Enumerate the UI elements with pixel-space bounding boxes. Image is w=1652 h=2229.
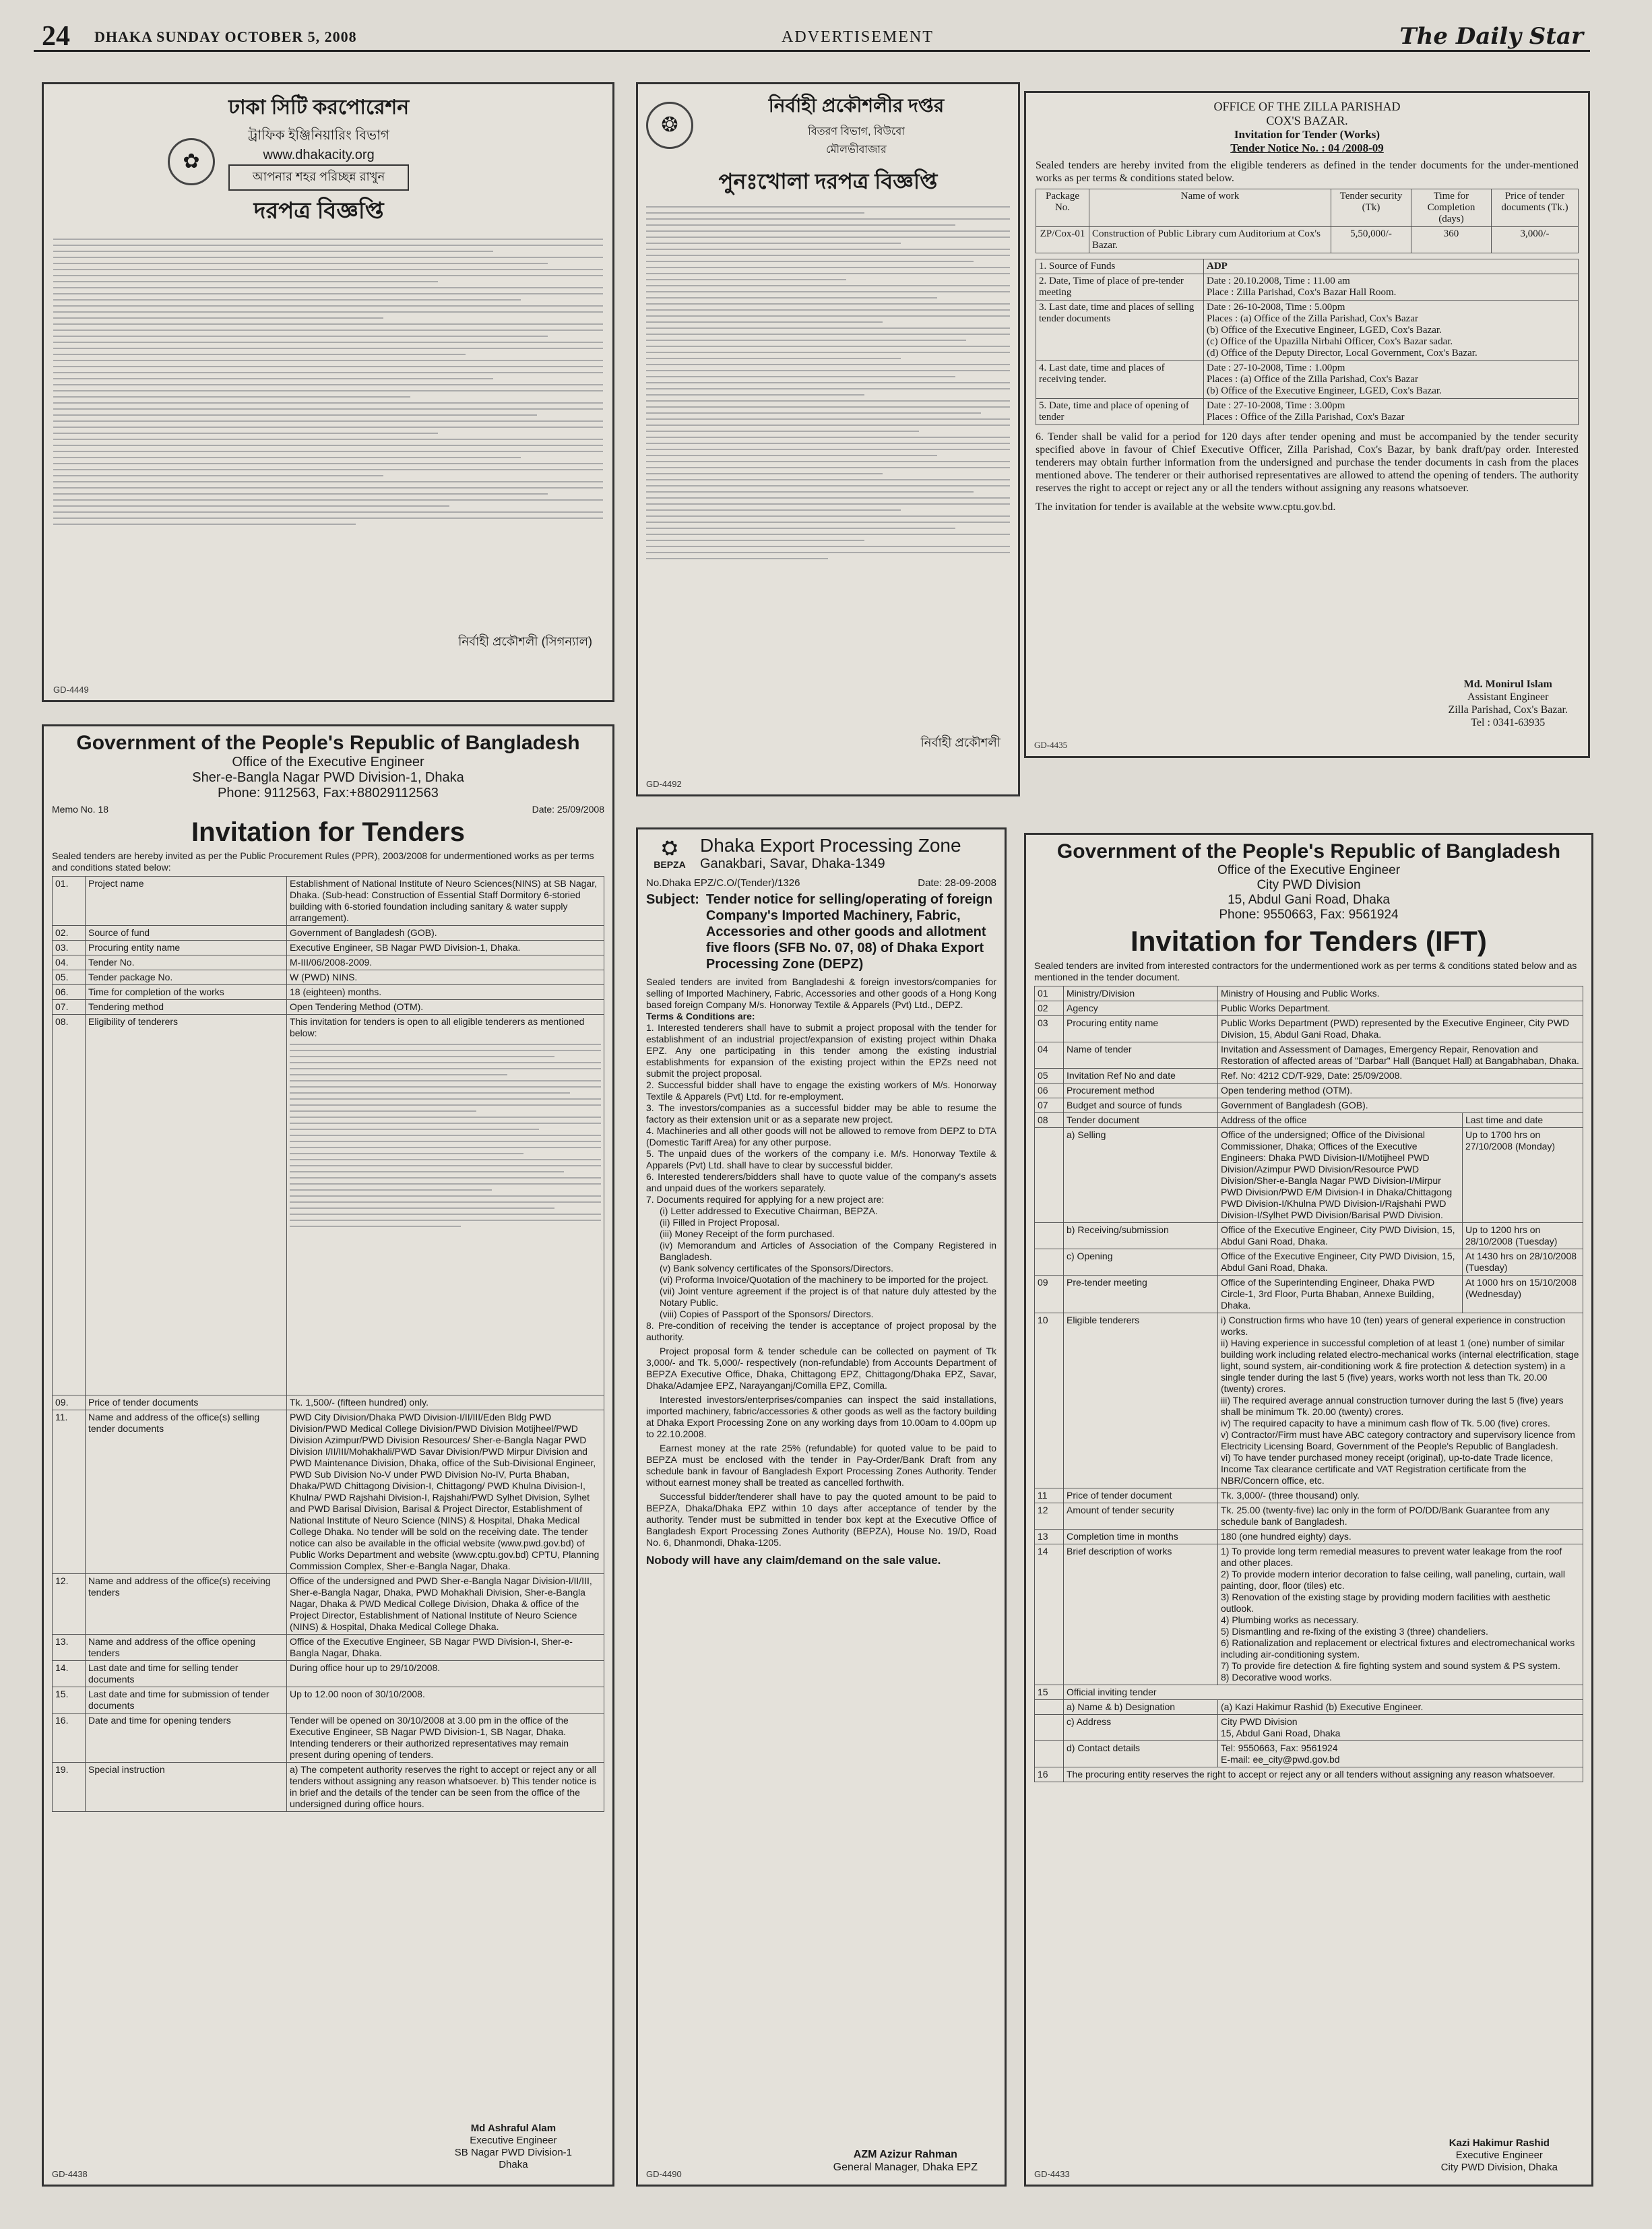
zp-invitation: Invitation for Tender (Works) bbox=[1234, 128, 1380, 141]
page-number: 24 bbox=[42, 21, 70, 52]
pwd1-row-key: Time for completion of the works bbox=[86, 985, 287, 1000]
zp-term-value: Date : 20.10.2008, Time : 11.00 am Place : Zilla Parishad, Cox's Bazar Hall Room. bbox=[1204, 274, 1579, 301]
zp-td-name: Construction of Public Library cum Auditorium at Cox's Bazar. bbox=[1089, 227, 1331, 253]
office-emblem-icon: ❂ bbox=[646, 102, 693, 149]
zp-website: The invitation for tender is available at the website www.cptu.gov.bd. bbox=[1036, 501, 1336, 513]
pwd1-row-no: 14. bbox=[53, 1661, 86, 1687]
pwd1-intro: Sealed tenders are hereby invited as per the Public Procurement Rules (PPR), 2003/2008 for undermentioned works as per terms and conditions stated below: bbox=[52, 850, 594, 873]
dcc-body-text bbox=[53, 239, 603, 525]
bepza-signer bbox=[833, 2148, 978, 2174]
pwd2-row-key: Completion time in months bbox=[1064, 1530, 1218, 1544]
issue-date: DHAKA SUNDAY OCTOBER 5, 2008 bbox=[94, 28, 357, 45]
pwd2-row-no: 14 bbox=[1035, 1544, 1064, 1685]
pwd2-eligible-item: i) Construction firms who have 10 (ten) years of general experience in construction works. bbox=[1221, 1315, 1566, 1337]
zp-signer bbox=[1448, 678, 1568, 729]
pwd2-row-key: Procurement method bbox=[1064, 1084, 1218, 1098]
bepza-terms-title: Terms & Conditions are: bbox=[646, 1011, 755, 1022]
bepza-term: 7. Documents required for applying for a new project are: bbox=[646, 1194, 885, 1205]
pwd1-row-key: Tendering method bbox=[86, 1000, 287, 1015]
zp-th-price: Price of tender documents (Tk.) bbox=[1492, 189, 1579, 227]
bepza-term: 5. The unpaid dues of the workers of the company i.e. M/s. Honorway Textile & Apparels (Pvt) Ltd. shall have to clear by successful bidder. bbox=[646, 1148, 996, 1170]
pwd2-eligible-item: ii) Having experience in successful completion of at least 1 (one) number of similar building work including related electro-mechanical works (internal electrification, stage light, sound system, air-conditioning work & fire protection & detection system) in a single tender during the last 5 (five) years, works worth not less than Tk. 20.00 (twenty) crores. bbox=[1221, 1338, 1579, 1394]
zp-th-completion: Time for Completion (days) bbox=[1411, 189, 1492, 227]
pwd2-brief-item: 2) To provide modern interior decoration to false ceiling, wall paneling, curtain, wall painting, door, floor (tiles) etc. bbox=[1221, 1569, 1566, 1591]
pwd1-row-no: 15. bbox=[53, 1687, 86, 1714]
pwd2-signer-division: City PWD Division, Dhaka bbox=[1440, 2162, 1558, 2173]
pwd1-signer-division: SB Nagar PWD Division-1 bbox=[454, 2147, 572, 2158]
zp-signer-name: Md. Monirul Islam bbox=[1463, 679, 1552, 690]
rhd-sub1: বিতরণ বিভাগ, বিউবো bbox=[808, 126, 905, 137]
pwd2-row-key: Brief description of works bbox=[1064, 1544, 1218, 1685]
zp-term-key: 2. Date, Time of place of pre-tender meeting bbox=[1036, 274, 1204, 301]
pwd2-code: GD-4433 bbox=[1034, 2169, 1070, 2179]
bepza-term: 8. Pre-condition of receiving the tender is acceptance of project proposal by the authority. bbox=[646, 1320, 996, 1342]
pwd1-phone: Phone: 9112563, Fax:+88029112563 bbox=[218, 786, 439, 800]
zp-place: COX'S BAZAR. bbox=[1266, 114, 1348, 127]
pwd2-doc-time: Up to 1700 hrs on 27/10/2008 (Monday) bbox=[1463, 1128, 1583, 1223]
pwd2-row-key: Agency bbox=[1064, 1001, 1218, 1016]
pwd2-doc-value: Office of the undersigned; Office of the Divisional Commissioner, Dhaka; Offices of the Executive Engineers: Dhaka PWD Division-II/Motijheel PWD Division/Azimpur PWD Division/Resource PWD Division/Sher-e-Bangla Nagar PWD Division-I/Mirpur PWD Division/PWD E/M Division-I in Dhaka/Chittagong PWD Division-I/Khulna PWD Division-I/Rajshahi PWD Division-I/Sylhet PWD Division/Barisal PWD Division. bbox=[1218, 1128, 1463, 1223]
pwd2-row-value: Tk. 25.00 (twenty-five) lac only in the form of PO/DD/Bank Guarantee from any schedule bank of Bangladesh. bbox=[1218, 1503, 1583, 1530]
pwd2-row-no: 03 bbox=[1035, 1016, 1064, 1042]
dcc-slogan: আপনার শহর পরিচ্ছন্ন রাখুন bbox=[228, 164, 409, 191]
rhd-code: GD-4492 bbox=[646, 779, 682, 789]
bepza-addr: Ganakbari, Savar, Dhaka-1349 bbox=[700, 856, 885, 871]
pwd1-row-value: W (PWD) NINS. bbox=[287, 970, 604, 985]
pwd1-row-key: Name and address of the office opening tenders bbox=[86, 1635, 287, 1661]
pwd2-row-time: At 1000 hrs on 15/10/2008 (Wednesday) bbox=[1463, 1276, 1583, 1313]
pwd2-official-value: City PWD Division 15, Abdul Gani Road, Dhaka bbox=[1218, 1715, 1583, 1741]
pwd2-doc-value: Office of the Executive Engineer, City PWD Division, 15, Abdul Gani Road, Dhaka. bbox=[1218, 1223, 1463, 1249]
pwd2-doc-key: a) Selling bbox=[1064, 1128, 1218, 1223]
pwd2-row-value: Office of the Superintending Engineer, Dhaka PWD Circle-1, 3rd Floor, Purta Bhaban, Annexe Building, Dhaka. bbox=[1218, 1276, 1463, 1313]
pwd2-intro: Sealed tenders are invited from interested contractors for the undermentioned work as per terms & conditions stated below and as mentioned in the tender document. bbox=[1034, 960, 1577, 982]
pwd2-row-no: 02 bbox=[1035, 1001, 1064, 1016]
pwd2-gov: Government of the People's Republic of Bangladesh bbox=[1056, 840, 1561, 862]
pwd1-row-value: Office of the undersigned and PWD Sher-e-Bangla Nagar Division-I/II/III, Sher-e-Bangla Nagar, Dhaka, PWD Mohakhali Division, Sher-e-Bangla Nagar, Dhaka & PWD Medical College Division, Dhaka & office of the Project Director, Establishment of National Institute of Neuro Science (NINS) & Hospital, Dhaka Medical College Dhaka. bbox=[287, 1574, 604, 1635]
zp-th-name: Name of work bbox=[1089, 189, 1331, 227]
bepza-para: Successful bidder/tenderer shall have to pay the quoted amount to be paid to BEPZA, Dhaka/Dhaka EPZ within 10 days after acceptance of tender by the authority. Tender must be submitted in tender box kept at the Executive Office of Bangladesh Export Processing Zones Authority (BEPZA), House No. 19/D, Road No. 6, Dhanmondi, Dhaka-1205. bbox=[646, 1491, 996, 1548]
pwd1-row-no: 03. bbox=[53, 941, 86, 955]
bepza-logo-text: BEPZA bbox=[654, 859, 686, 870]
pwd1-row-key: Eligibility of tenderers bbox=[86, 1015, 287, 1395]
dcc-emblem-icon: ✿ bbox=[168, 138, 215, 185]
bepza-subject: Tender notice for selling/operating of foreign Company's Imported Machinery, Fabric, Accessories and other goods and allotment five floors (SFB No. 07, 08) of Dhaka Export Processing Zone (DEPZ) bbox=[705, 892, 993, 972]
zp-td-package: ZP/Cox-01 bbox=[1036, 227, 1089, 253]
pwd2-row-value: Ref. No: 4212 CD/T-929, Date: 25/09/2008. bbox=[1218, 1069, 1583, 1084]
masthead bbox=[34, 20, 1590, 52]
zp-term-value: Date : 27-10-2008, Time : 3.00pm Places : Office of the Zilla Parishad, Cox's Bazar bbox=[1204, 399, 1579, 425]
pwd2-row-no: 06 bbox=[1035, 1084, 1064, 1098]
pwd2-row-key: Pre-tender meeting bbox=[1064, 1276, 1218, 1313]
bepza-subject-label: Subject: bbox=[646, 892, 699, 907]
pwd2-row-time: Last time and date bbox=[1463, 1113, 1583, 1128]
pwd1-row-no: 13. bbox=[53, 1635, 86, 1661]
pwd1-row-no: 09. bbox=[53, 1395, 86, 1410]
pwd1-row-no: 08. bbox=[53, 1015, 86, 1395]
pwd1-row-key: Source of fund bbox=[86, 926, 287, 941]
zp-terms-table bbox=[1036, 259, 1579, 425]
pwd2-clause16: The procuring entity reserves the right to accept or reject any or all tenders without assigning any reason whatsoever. bbox=[1064, 1767, 1583, 1782]
pwd1-row-value: PWD City Division/Dhaka PWD Division-I/II/III/Eden Bldg PWD Division/PWD Medical College Division/PWD Division Motijheel/PWD Division Azimpur/PWD Division Resources/ Sher-e-Bangla Nagar PWD Division I/II/III/Mohakhali/PWD Savar Division/PWD Mirpur Division and PWD Maintenance Division, Dhaka, office of the Sub-Divisional Engineer, PWD Sub Division No-V under PWD Division No-IV, Purta Bhaban, Dhaka/PWD Chittagong Division-I, Chittagong/ PWD Khulna Division-I, Khulna/ PWD Rajshahi Division-I, Rajshahi/PWD Sylhet Division, Sylhet and PWD Barisal Division, Barisal & Project Director, Establishment of National Institute of Neuro Science (NINS) & Hospital, Dhaka Medical College Dhaka. No tender will be sold on the receiving date. The tender notice can also be available in the official website (www.pwd.gov.bd) of Public Works Department and website (www.cptu.gov.bd) CPTU, Planning Commission Complex, Sher-e-Bangla Nagar, Dhaka. bbox=[287, 1410, 604, 1574]
pwd2-office: Office of the Executive Engineer bbox=[1217, 863, 1401, 877]
ad-dhaka-city-corporation bbox=[42, 82, 614, 702]
pwd1-row-no: 12. bbox=[53, 1574, 86, 1635]
pwd2-official-key: a) Name & b) Designation bbox=[1064, 1700, 1218, 1715]
dcc-heading: দরপত্র বিজ্ঞপ্তি bbox=[253, 198, 384, 224]
pwd2-row-key: Budget and source of funds bbox=[1064, 1098, 1218, 1113]
zp-signer-tel: Tel : 0341-63935 bbox=[1471, 717, 1546, 728]
pwd2-row-no: 12 bbox=[1035, 1503, 1064, 1530]
pwd1-division: Sher-e-Bangla Nagar PWD Division-1, Dhaka bbox=[192, 770, 464, 785]
zp-term-key: 3. Last date, time and places of selling tender documents bbox=[1036, 301, 1204, 361]
zp-notice: Tender Notice No. : 04 /2008-09 bbox=[1230, 142, 1384, 154]
pwd2-row-value: Government of Bangladesh (GOB). bbox=[1218, 1098, 1583, 1113]
bepza-logo-icon: ⛭ bbox=[662, 837, 678, 858]
pwd1-row-value: Government of Bangladesh (GOB). bbox=[287, 926, 604, 941]
pwd1-memo: Memo No. 18 bbox=[52, 804, 109, 815]
zp-term-key: 5. Date, time and place of opening of tender bbox=[1036, 399, 1204, 425]
pwd2-signer bbox=[1441, 2137, 1558, 2174]
bepza-para: Earnest money at the rate 25% (refundable) for quoted value to be paid to BEPZA must be enclosed with the tender in Pay-Order/Bank Draft from any schedule bank in favour of Bangladesh Export Processing Zones Authority. Tender without earnest money shall be treated as cancelled forthwith. bbox=[646, 1443, 996, 1488]
pwd2-row-value: Open tendering method (OTM). bbox=[1218, 1084, 1583, 1098]
ad-sb-nagar-pwd bbox=[42, 724, 614, 2187]
pwd1-row-no: 04. bbox=[53, 955, 86, 970]
bepza-para: Project proposal form & tender schedule can be collected on payment of Tk 3,000/- and Tk. 5,000/- respectively (non-refundable) from Accounts Department of BEPZA Executive Office, Dhaka, Chittagong EPZ, Chittagong/Dhaka EPZ, Savar, Dhaka/Adamjee EPZ, Narayanganj/Comilla EPZ, Comilla. bbox=[646, 1346, 996, 1391]
bepza-term: 3. The investors/companies as a successful bidder may be able to resume the factory as their extension unit or as a separate new project. bbox=[646, 1102, 996, 1125]
zp-term-value: Date : 26-10-2008, Time : 5.00pm Places : (a) Office of the Zilla Parishad, Cox's Bazar (b) Office of the Executive Engineer, LGED, Cox's Bazar. (c) Office of the Upazilla Nirbahi Officer, Cox's Bazar sadar. (d) Office of the Deputy Director, Local Government, Cox's Bazar. bbox=[1204, 301, 1579, 361]
bepza-code: GD-4490 bbox=[646, 2169, 682, 2179]
pwd1-row-no: 02. bbox=[53, 926, 86, 941]
bepza-term: 4. Machineries and all other goods will not be allowed to remove from DEPZ to DTA (Domestic Tariff Area) for any other purpose. bbox=[646, 1125, 996, 1148]
pwd2-row-value: Invitation and Assessment of Damages, Emergency Repair, Renovation and Restoration of affected areas of "Darbar" Hall (Banquet Hall) at Bangabhaban, Dhaka. bbox=[1218, 1042, 1583, 1069]
pwd2-row-no: 04 bbox=[1035, 1042, 1064, 1069]
pwd2-brief-list bbox=[1218, 1544, 1583, 1685]
pwd2-row-key: Invitation Ref No and date bbox=[1064, 1069, 1218, 1084]
pwd2-doc-value: Office of the Executive Engineer, City PWD Division, 15, Abdul Gani Road, Dhaka. bbox=[1218, 1249, 1463, 1276]
bepza-signer-title: General Manager, Dhaka EPZ bbox=[833, 2162, 978, 2173]
pwd1-signer bbox=[455, 2123, 572, 2171]
zp-signer-office: Zilla Parishad, Cox's Bazar. bbox=[1448, 704, 1568, 716]
pwd2-table bbox=[1034, 986, 1583, 1782]
bepza-title: Dhaka Export Processing Zone bbox=[700, 835, 961, 856]
pwd2-row-key: Ministry/Division bbox=[1064, 986, 1218, 1001]
bepza-logo bbox=[646, 837, 693, 870]
pwd2-row-no: 13 bbox=[1035, 1530, 1064, 1544]
pwd2-addr: 15, Abdul Gani Road, Dhaka bbox=[1228, 893, 1390, 907]
pwd1-row-no: 06. bbox=[53, 985, 86, 1000]
pwd2-row-no: 16 bbox=[1035, 1767, 1064, 1782]
bepza-para: Interested investors/enterprises/companies can inspect the said installations, imported machinery, fabric/accessories & other goods as well as the factory building at Dhaka Export Processing Zone on any working days from 10.00am to 4.00pm up to 22.10.2008. bbox=[646, 1394, 996, 1439]
bepza-signer-name: AZM Azizur Rahman bbox=[853, 2149, 957, 2160]
zp-term-value: Date : 27-10-2008, Time : 1.00pm Places : (a) Office of the Zilla Parishad, Cox's Bazar (b) Office of the Executive Engineer, LGED, Cox's Bazar. bbox=[1204, 361, 1579, 399]
pwd2-row-no: 07 bbox=[1035, 1098, 1064, 1113]
pwd1-row-value: Establishment of National Institute of Neuro Sciences(NINS) at SB Nagar, Dhaka. (Sub-head: Construction of Essential Staff Dormitory 6-storied building with 6-storied foundation including sanitary & water supply arrangement). bbox=[287, 877, 604, 926]
ad-city-pwd-ift bbox=[1024, 833, 1593, 2187]
pwd2-row-value: Tk. 3,000/- (three thousand) only. bbox=[1218, 1488, 1583, 1503]
pwd1-row-no: 07. bbox=[53, 1000, 86, 1015]
bepza-intro: Sealed tenders are invited from Bangladeshi & foreign investors/companies for selling of Imported Machinery, Fabric, Accessories and other goods of a Hong Kong based foreign Company M/s. Honorway Textile & Apparels (Pvt) Ltd., DEPZ. bbox=[646, 976, 996, 1010]
pwd2-row-key: Amount of tender security bbox=[1064, 1503, 1218, 1530]
pwd2-row-no: 01 bbox=[1035, 986, 1064, 1001]
dcc-signer: নির্বাহী প্রকৌশলী (সিগন্যাল) bbox=[458, 635, 592, 648]
bepza-doc: (v) Bank solvency certificates of the Sponsors/Directors. bbox=[660, 1263, 894, 1274]
zp-term-key: 1. Source of Funds bbox=[1036, 259, 1204, 274]
bepza-doc: (ii) Filled in Project Proposal. bbox=[660, 1217, 780, 1228]
pwd1-office: Office of the Executive Engineer bbox=[232, 755, 424, 770]
pwd2-brief-item: 1) To provide long term remedial measures to prevent water leakage from the roof and other places. bbox=[1221, 1546, 1562, 1568]
pwd1-row-key: Name and address of the office(s) receiving tenders bbox=[86, 1574, 287, 1635]
zp-code: GD-4435 bbox=[1034, 740, 1068, 750]
pwd2-row-key: Eligible tenderers bbox=[1064, 1313, 1218, 1488]
ad-zilla-parishad bbox=[1024, 91, 1590, 758]
pwd2-row-key: Tender document bbox=[1064, 1113, 1218, 1128]
pwd2-eligible-list bbox=[1218, 1313, 1583, 1488]
pwd2-doc-time: At 1430 hrs on 28/10/2008 (Tuesday) bbox=[1463, 1249, 1583, 1276]
bepza-terms bbox=[646, 1022, 996, 1548]
pwd2-row-value: Ministry of Housing and Public Works. bbox=[1218, 986, 1583, 1001]
pwd2-doc-time: Up to 1200 hrs on 28/10/2008 (Tuesday) bbox=[1463, 1223, 1583, 1249]
bepza-date: Date: 28-09-2008 bbox=[918, 877, 996, 889]
bepza-doc: (vi) Proforma Invoice/Quotation of the machinery to be imported for the project. bbox=[660, 1274, 988, 1285]
zp-term-key: 4. Last date, time and places of receiving tender. bbox=[1036, 361, 1204, 399]
dcc-title: ঢাকা সিটি করপোরেশন bbox=[228, 96, 410, 119]
zp-term-value: ADP bbox=[1204, 259, 1579, 274]
ad-dhaka-epz bbox=[636, 827, 1007, 2187]
pwd2-row-key: Price of tender document bbox=[1064, 1488, 1218, 1503]
paper-logo: The Daily Star bbox=[1399, 23, 1583, 50]
bepza-doc: (viii) Copies of Passport of the Sponsors/ Directors. bbox=[660, 1309, 874, 1319]
pwd2-eligible-item: iv) The required capacity to have a minimum cash flow of Tk. 5.00 (five) crores. bbox=[1221, 1418, 1550, 1429]
pwd1-row-key: Date and time for opening tenders bbox=[86, 1714, 287, 1763]
pwd1-row-value: Tk. 1,500/- (fifteen hundred) only. bbox=[287, 1395, 604, 1410]
pwd2-brief-item: 7) To provide fire detection & fire fighting system and sound system & PS system. bbox=[1221, 1660, 1560, 1671]
pwd2-doc-key: c) Opening bbox=[1064, 1249, 1218, 1276]
pwd2-row-key: Procuring entity name bbox=[1064, 1016, 1218, 1042]
pwd2-phone: Phone: 9550663, Fax: 9561924 bbox=[1219, 908, 1399, 922]
pwd1-row-no: 16. bbox=[53, 1714, 86, 1763]
pwd1-row-value: Tender will be opened on 30/10/2008 at 3.00 pm in the office of the Executive Engineer, SB Nagar PWD Division-1, SB Nagar, Dhaka. Intending tenderers or their authorized representatives may remain present during opening of tenders. bbox=[287, 1714, 604, 1763]
pwd1-row-value: This invitation for tenders is open to all eligible tenderers as mentioned below: bbox=[290, 1016, 585, 1038]
bepza-term: 2. Successful bidder shall have to engage the existing workers of M/s. Honorway Textile & Apparels (Pvt) Ltd. for re-employment. bbox=[646, 1079, 996, 1102]
pwd1-row-key: Last date and time for selling tender documents bbox=[86, 1661, 287, 1687]
bepza-closing: Nobody will have any claim/demand on the sale value. bbox=[646, 1554, 941, 1567]
dcc-dept: ট্রাফিক ইঞ্জিনিয়ারিং বিভাগ bbox=[248, 128, 390, 143]
pwd2-row-no: 15 bbox=[1035, 1685, 1064, 1700]
pwd1-row-value: Office of the Executive Engineer, SB Nagar PWD Division-I, Sher-e-Bangla Nagar, Dhaka. bbox=[287, 1635, 604, 1661]
pwd2-row-no: 11 bbox=[1035, 1488, 1064, 1503]
pwd1-row-value: During office hour up to 29/10/2008. bbox=[287, 1661, 604, 1687]
pwd1-row-key: Special instruction bbox=[86, 1763, 287, 1812]
pwd2-row-no: 09 bbox=[1035, 1276, 1064, 1313]
dcc-code: GD-4449 bbox=[53, 685, 89, 695]
pwd1-date: Date: 25/09/2008 bbox=[532, 804, 604, 815]
bepza-ref: No.Dhaka EPZ/C.O/(Tender)/1326 bbox=[646, 877, 800, 889]
pwd2-brief-item: 4) Plumbing works as necessary. bbox=[1221, 1614, 1359, 1625]
pwd2-row-key: Official inviting tender bbox=[1064, 1685, 1583, 1700]
pwd2-row-key: Name of tender bbox=[1064, 1042, 1218, 1069]
pwd2-row-value: Public Works Department. bbox=[1218, 1001, 1583, 1016]
pwd2-division: City PWD Division bbox=[1257, 878, 1361, 892]
bepza-term: 1. Interested tenderers shall have to submit a project proposal with the tender for establishment of an industrial project/expansion of existing project within Dhaka EPZ. Any one participating in this tender among the existing industrial establishments for expansion of the existing project within the EPZs need not submit the project proposal. bbox=[646, 1022, 996, 1079]
pwd1-row-key: Procuring entity name bbox=[86, 941, 287, 955]
bepza-doc: (iv) Memorandum and Articles of Association of the Company Registered in Bangladesh. bbox=[660, 1240, 996, 1262]
pwd1-row-value: 18 (eighteen) months. bbox=[287, 985, 604, 1000]
pwd1-row-no: 19. bbox=[53, 1763, 86, 1812]
pwd2-signer-name: Kazi Hakimur Rashid bbox=[1449, 2137, 1550, 2149]
pwd2-brief-item: 5) Dismantling and re-fixing of the existing 3 (three) chandeliers. bbox=[1221, 1626, 1488, 1637]
pwd2-row-no: 08 bbox=[1035, 1113, 1064, 1128]
pwd1-row-key: Name and address of the office(s) selling tender documents bbox=[86, 1410, 287, 1574]
pwd1-row-key: Price of tender documents bbox=[86, 1395, 287, 1410]
zp-td-price: 3,000/- bbox=[1492, 227, 1579, 253]
pwd2-row-value: 180 (one hundred eighty) days. bbox=[1218, 1530, 1583, 1544]
zp-td-security: 5,50,000/- bbox=[1331, 227, 1411, 253]
zp-work-table bbox=[1036, 189, 1579, 253]
pwd2-eligible-item: vi) To have tender purchased money receipt (original), up-to-date Trade licence, Income Tax clearance certificate and VAT Registration certificate from the NBR/Concern office, etc. bbox=[1221, 1452, 1554, 1486]
pwd2-row-value: Address of the office bbox=[1218, 1113, 1463, 1128]
pwd2-brief-item: 8) Decorative wood works. bbox=[1221, 1672, 1332, 1683]
pwd2-heading: Invitation for Tenders (IFT) bbox=[1131, 925, 1487, 957]
pwd2-official-value: (a) Kazi Hakimur Rashid (b) Executive Engineer. bbox=[1218, 1700, 1583, 1715]
pwd1-code: GD-4438 bbox=[52, 2169, 88, 2179]
bepza-doc: (i) Letter addressed to Executive Chairman, BEPZA. bbox=[660, 1205, 878, 1216]
pwd1-signer-name: Md Ashraful Alam bbox=[470, 2123, 557, 2134]
pwd2-eligible-item: iii) The required average annual construction turnover during the last 5 (five) years shall be minimum Tk. 20.00 (twenty) crores. bbox=[1221, 1395, 1564, 1417]
bepza-doc: (iii) Money Receipt of the form purchased. bbox=[660, 1228, 835, 1239]
pwd1-row-key: Project name bbox=[86, 877, 287, 926]
ad-executive-engineer-bangla bbox=[636, 82, 1020, 796]
pwd1-eligibility-text bbox=[290, 1044, 601, 1227]
pwd1-heading: Invitation for Tenders bbox=[191, 817, 465, 847]
pwd1-row-value: a) The competent authority reserves the right to accept or reject any or all tenders without assigning any reason whatsoever. b) This tender notice is in brief and the details of the tender can be seen from the office of the undersigned during office hours. bbox=[287, 1763, 604, 1812]
section-title: ADVERTISEMENT bbox=[782, 28, 934, 46]
pwd2-row-no: 10 bbox=[1035, 1313, 1064, 1488]
rhd-sub2: মৌলভীবাজার bbox=[826, 144, 887, 156]
zp-clause6: 6. Tender shall be valid for a period for 120 days after tender opening and must be accompanied by the tender security specified above in favour of Chief Executive Officer, Zilla Parishad, Cox's Bazar, by bank draft/pay order. Interested tenderers may obtain further information from the undersigned and purchase the tender documents in cash from the places mentioned above. The tenderer or their authorised representatives are allowed to attend the opening of tenders. The authority reserves the right to accept or reject any or all the tenders without assigning any reasons whatsoever. bbox=[1036, 431, 1579, 494]
pwd1-table bbox=[52, 876, 604, 1812]
rhd-title: নির্বাহী প্রকৌশলীর দপ্তর bbox=[768, 95, 945, 116]
pwd1-signer-title: Executive Engineer bbox=[470, 2135, 557, 2146]
pwd2-brief-item: 6) Rationalization and replacement or electrical fixtures and electromechanical works including air-conditioning system. bbox=[1221, 1637, 1575, 1660]
pwd2-row-no: 05 bbox=[1035, 1069, 1064, 1084]
zp-th-security: Tender security (Tk) bbox=[1331, 189, 1411, 227]
pwd2-row-value: Public Works Department (PWD) represented by the Executive Engineer, City PWD Division, 15, Abdul Gani Road, Dhaka. bbox=[1218, 1016, 1583, 1042]
pwd2-signer-title: Executive Engineer bbox=[1455, 2149, 1543, 2161]
pwd1-row-value: Up to 12.00 noon of 30/10/2008. bbox=[287, 1687, 604, 1714]
pwd1-row-no: 11. bbox=[53, 1410, 86, 1574]
pwd1-gov: Government of the People's Republic of Bangladesh bbox=[76, 732, 580, 754]
pwd2-eligible-item: v) Contractor/Firm must have ABC category contractory and supervisory licence from Electricity Licensing Board, Government of the People's Republic of Bangladesh. bbox=[1221, 1429, 1575, 1451]
pwd1-row-key: Tender package No. bbox=[86, 970, 287, 985]
pwd2-official-key: d) Contact details bbox=[1064, 1741, 1218, 1767]
pwd1-row-no: 01. bbox=[53, 877, 86, 926]
zp-th-package: Package No. bbox=[1036, 189, 1089, 227]
pwd2-brief-item: 3) Renovation of the existing stage by providing modern facilities with aesthetic outlook. bbox=[1221, 1592, 1550, 1614]
pwd2-official-key: c) Address bbox=[1064, 1715, 1218, 1741]
zp-signer-title: Assistant Engineer bbox=[1467, 691, 1549, 703]
pwd2-doc-key: b) Receiving/submission bbox=[1064, 1223, 1218, 1249]
zp-office: OFFICE OF THE ZILLA PARISHAD bbox=[1213, 100, 1401, 113]
pwd1-row-no: 05. bbox=[53, 970, 86, 985]
zp-td-completion: 360 bbox=[1411, 227, 1492, 253]
pwd1-row-key: Tender No. bbox=[86, 955, 287, 970]
bepza-term: 6. Interested tenderers/bidders shall have to quote value of the company's assets and unpaid dues of the workers separately. bbox=[646, 1171, 996, 1193]
rhd-signer: নির্বাহী প্রকৌশলী bbox=[920, 736, 1000, 749]
pwd1-row-value: Open Tendering Method (OTM). bbox=[287, 1000, 604, 1015]
rhd-body-text bbox=[646, 206, 1010, 559]
pwd1-row-value: Executive Engineer, SB Nagar PWD Division-1, Dhaka. bbox=[287, 941, 604, 955]
pwd1-row-key: Last date and time for submission of tender documents bbox=[86, 1687, 287, 1714]
rhd-heading: পুনঃখোলা দরপত্র বিজ্ঞপ্তি bbox=[718, 169, 938, 193]
bepza-doc: (vii) Joint venture agreement if the project is of that nature duly attested by the Notary Public. bbox=[660, 1286, 996, 1308]
pwd2-official-value: Tel: 9550663, Fax: 9561924 E-mail: ee_city@pwd.gov.bd bbox=[1218, 1741, 1583, 1767]
dcc-web: www.dhakacity.org bbox=[263, 148, 375, 162]
pwd1-signer-city: Dhaka bbox=[499, 2159, 528, 2170]
pwd1-row-value: M-III/06/2008-2009. bbox=[287, 955, 604, 970]
zp-intro: Sealed tenders are hereby invited from the eligible tenderers as defined in the tender documents for the under-mentioned works as per terms & conditions stated below. bbox=[1036, 160, 1579, 184]
